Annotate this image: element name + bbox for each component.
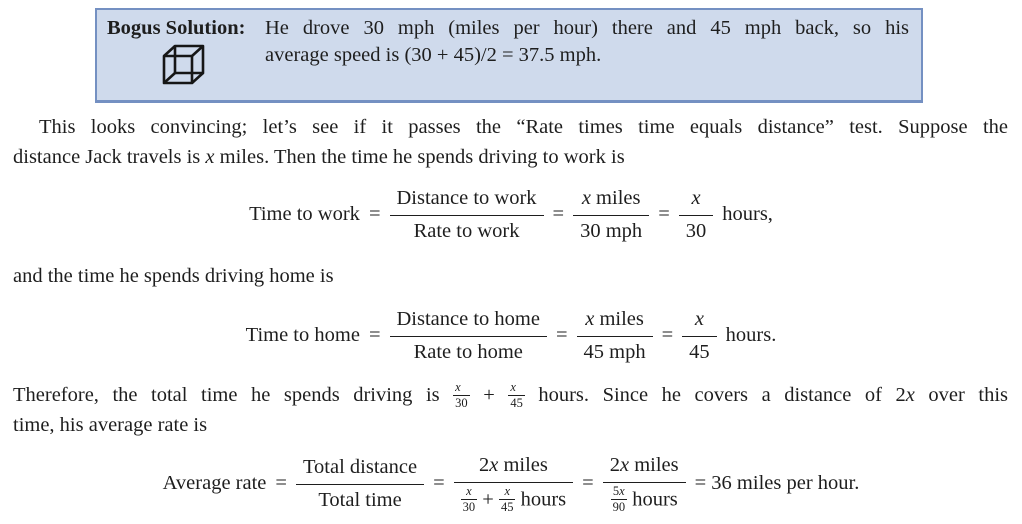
inline-fraction-x-over-45: $\frac{x}{45}$: [510, 379, 523, 410]
fraction-x-over-45: $\frac{x}{45}$: [682, 306, 717, 366]
therefore-paragraph: [13, 381, 1008, 439]
eq-home-lhs: Time to home: [245, 324, 360, 347]
intro-paragraph-line1: This looks convincing; let’s see if it passes the “Rate times time equals distance” test. Suppose the: [39, 116, 1008, 138]
bogus-solution-line1: He drove 30 mph (miles per hour) there and 45 mph back, so his: [265, 17, 909, 39]
bogus-solution-line2: average speed is (30 + 45)/2 = 37.5 mph.: [265, 44, 602, 66]
intro-paragraph: [13, 112, 1008, 172]
fraction-x-over-30: $\frac{x}{30}$: [679, 185, 714, 245]
variable-x: x: [905, 384, 915, 406]
equals-sign: =: [555, 324, 568, 347]
inline-fraction-x-over-30: $\frac{x}{30}$: [462, 483, 476, 514]
bogus-solution-label: Bogus Solution:: [107, 17, 246, 39]
eq-avg-result: = 36 miles per hour.: [694, 472, 860, 495]
fraction-2xmiles-over-5x90: 2x miles $\frac{5x}{90}$ hours: [603, 452, 686, 516]
eq-avg-lhs: Average rate: [162, 472, 267, 495]
bogus-solution-box: [95, 8, 923, 103]
equals-sign: =: [661, 324, 674, 347]
eq-work-units: hours,: [722, 203, 773, 226]
therefore-line1: Therefore, the total time he spends driving is $\frac{x}{30}$ + $\frac{x}{45}$ hours. Since he covers a distance of 2x over this: [13, 379, 1009, 410]
fraction-totaldistance-over-totaltime: $\frac{\text{Total distance}}{\text{Total time}}$: [296, 454, 424, 514]
equals-sign: =: [658, 203, 670, 226]
inline-fraction-x-over-30: $\frac{x}{30}$: [455, 379, 468, 410]
equals-sign: =: [368, 203, 381, 226]
plus-sign: +: [477, 488, 499, 511]
fraction-distance-over-rate: $\frac{\text{Distance to work}}{\text{Rate to work}}$: [390, 185, 544, 245]
wireframe-cube-icon: [159, 43, 265, 93]
equals-sign: =: [275, 472, 287, 495]
equation-average-rate: [0, 447, 1022, 521]
fraction-distance-over-rate: $\frac{\text{Distance to home}}{\text{Rate to home}}$: [390, 306, 547, 366]
therefore-line2: time, his average rate is: [13, 413, 208, 436]
inline-fraction-x-over-45: $\frac{x}{45}$: [500, 483, 514, 514]
bogus-solution-label-column: [107, 15, 265, 93]
equals-sign: =: [368, 324, 381, 347]
equals-sign: =: [433, 472, 445, 495]
equation-time-to-home: [0, 305, 1022, 367]
plus-sign: +: [469, 384, 509, 406]
eq-work-lhs: Time to work: [249, 203, 360, 226]
equation-time-to-work: [0, 184, 1022, 246]
equals-sign: =: [552, 203, 565, 226]
fraction-xmiles-over-30mph: $\frac{\text{x miles}}{\text{30 mph}}$: [573, 185, 649, 245]
bogus-solution-text: [265, 15, 911, 93]
fraction-2xmiles-over-sum: 2x miles $\frac{x}{30}$ + $\frac{x}{45}$ hours: [454, 452, 574, 516]
fraction-xmiles-over-45mph: $\frac{\text{x miles}}{\text{45 mph}}$: [577, 306, 653, 366]
variable-x: x: [205, 146, 215, 168]
intro-paragraph-line2: distance Jack travels is x miles. Then the time he spends driving to work is: [13, 146, 625, 168]
inline-fraction-5x-over-90: $\frac{5x}{90}$: [612, 483, 626, 514]
equals-sign: =: [582, 472, 594, 495]
eq-home-units: hours.: [725, 324, 777, 347]
home-connector-paragraph: and the time he spends driving home is: [13, 265, 334, 287]
